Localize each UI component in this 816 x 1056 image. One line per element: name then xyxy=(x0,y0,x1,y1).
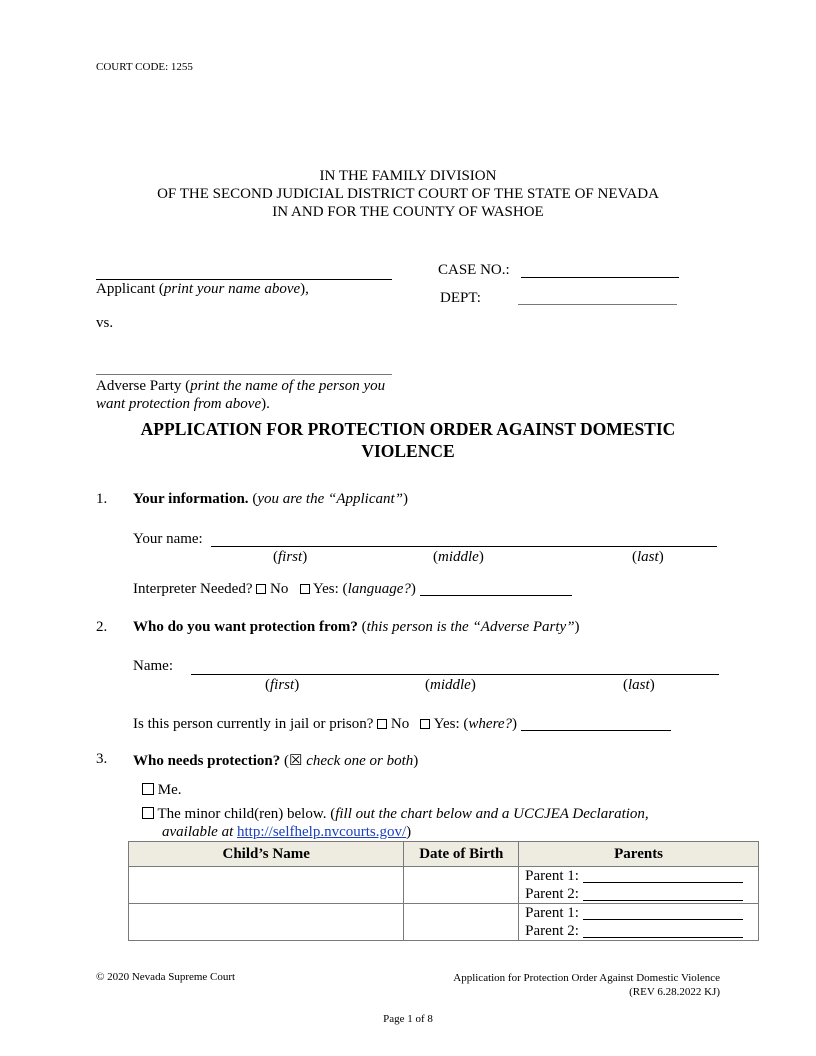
middle-text: middle xyxy=(430,677,471,693)
language-hint: language? xyxy=(347,581,411,597)
section-1-heading-text: Your information. xyxy=(133,491,249,507)
protect-children-label: The minor child(ren) below. ( xyxy=(157,806,336,822)
interpreter-label: Interpreter Needed? xyxy=(133,581,253,597)
interpreter-row xyxy=(133,581,572,598)
jail-yes-label: Yes: ( xyxy=(433,716,469,732)
protect-children-checkbox[interactable] xyxy=(142,807,154,819)
parent-1-field[interactable] xyxy=(583,905,743,920)
section-1-heading: Your information. (you are the “Applicant”) xyxy=(133,491,408,507)
court-line-1: IN THE FAMILY DIVISION xyxy=(319,168,497,184)
court-code: COURT CODE: 1255 xyxy=(96,61,193,73)
table-row xyxy=(129,867,759,904)
adverse-suffix: ). xyxy=(261,396,270,412)
children-hint-2: available at xyxy=(162,824,234,840)
last-text: last xyxy=(637,549,659,565)
title-line-2: VIOLENCE xyxy=(361,441,455,461)
middle-text: middle xyxy=(438,549,479,565)
section-2-heading-text: Who do you want protection from? xyxy=(133,619,358,635)
protect-children-option xyxy=(142,805,649,841)
jail-yes-checkbox[interactable] xyxy=(420,719,430,729)
language-field[interactable] xyxy=(420,581,572,596)
court-line-2: OF THE SECOND JUDICIAL DISTRICT COURT OF THE STATE OF NEVADA xyxy=(157,186,659,202)
section-3-heading-text: Who needs protection? xyxy=(133,753,281,769)
children-hint-1: fill out the chart below and a UCCJEA Declaration, xyxy=(335,806,649,822)
jail-close: ) xyxy=(512,716,518,732)
parent-2-label: Parent 2: xyxy=(525,886,579,902)
section-3-heading: Who needs protection? (☒ check one or both) xyxy=(133,753,419,769)
section-2-hint: this person is the “Adverse Party” xyxy=(366,619,575,635)
section-3-hint: check one or both xyxy=(306,753,414,769)
parent-2-field[interactable] xyxy=(583,886,743,901)
protect-me-checkbox[interactable] xyxy=(142,783,154,795)
child-dob-cell[interactable] xyxy=(404,904,519,941)
dept-field[interactable] xyxy=(518,304,677,305)
children-close: ) xyxy=(406,824,412,840)
section-3-number: 3. xyxy=(96,751,108,767)
court-heading xyxy=(0,167,816,221)
interpreter-no-checkbox[interactable] xyxy=(256,584,266,594)
applicant-label: Applicant (print your name above), xyxy=(96,281,309,297)
interpreter-yes-checkbox[interactable] xyxy=(300,584,310,594)
where-hint: where? xyxy=(468,716,513,732)
first-text: first xyxy=(270,677,295,693)
footer-revision: (REV 6.28.2022 KJ) xyxy=(629,986,720,998)
column-header-date-of-birth: Date of Birth xyxy=(404,842,519,867)
checked-box-icon: ☒ xyxy=(288,753,303,769)
jail-location-field[interactable] xyxy=(521,716,671,731)
last-text: last xyxy=(628,677,650,693)
case-no-label: CASE NO.: xyxy=(438,262,510,278)
footer-form-info xyxy=(453,971,720,999)
title-line-1: APPLICATION FOR PROTECTION ORDER AGAINST DOMESTIC xyxy=(140,419,676,439)
section-1-hint: you are the “Applicant” xyxy=(257,491,403,507)
page-number: Page 1 of 8 xyxy=(383,1013,433,1025)
your-name-middle-caption: (middle) xyxy=(433,549,484,565)
adverse-party-label: Adverse Party (print the name of the person you want protection from above). xyxy=(96,378,386,412)
parent-1-label: Parent 1: xyxy=(525,868,579,884)
adverse-party-name-line[interactable] xyxy=(96,374,392,375)
children-table xyxy=(128,841,759,941)
jail-label: Is this person currently in jail or prison? xyxy=(133,716,374,732)
child-dob-cell[interactable] xyxy=(404,867,519,904)
section-2-heading: Who do you want protection from? (this person is the “Adverse Party”) xyxy=(133,619,580,635)
jail-no-checkbox[interactable] xyxy=(377,719,387,729)
jail-no-label: No xyxy=(390,716,410,732)
child-name-cell[interactable] xyxy=(129,867,404,904)
adverse-name-label: Name: xyxy=(133,658,173,674)
your-name-field[interactable] xyxy=(211,546,717,547)
applicant-name-line[interactable] xyxy=(96,279,392,280)
selfhelp-link[interactable]: http://selfhelp.nvcourts.gov/ xyxy=(237,824,407,840)
adverse-hint-1: print the name of the person you xyxy=(190,378,386,394)
interpreter-close: ) xyxy=(410,581,416,597)
adverse-name-field[interactable] xyxy=(191,674,719,675)
parents-cell xyxy=(519,867,759,904)
adverse-last-caption: (last) xyxy=(623,677,655,693)
applicant-suffix: ), xyxy=(300,281,309,297)
parent-2-label: Parent 2: xyxy=(525,923,579,939)
versus-text: vs. xyxy=(96,315,114,331)
protect-me-option xyxy=(142,782,182,799)
adverse-first-caption: (first) xyxy=(265,677,300,693)
your-name-last-caption: (last) xyxy=(632,549,664,565)
footer-form-title: Application for Protection Order Against Domestic Violence xyxy=(453,972,720,984)
table-row xyxy=(129,904,759,941)
court-line-3: IN AND FOR THE COUNTY OF WASHOE xyxy=(272,204,544,220)
interpreter-yes-label: Yes: ( xyxy=(312,581,348,597)
first-text: first xyxy=(278,549,303,565)
adverse-middle-caption: (middle) xyxy=(425,677,476,693)
parent-2-field[interactable] xyxy=(583,923,743,938)
table-header-row xyxy=(129,842,759,867)
your-name-label: Your name: xyxy=(133,531,203,547)
column-header-parents: Parents xyxy=(519,842,759,867)
applicant-label-text: Applicant xyxy=(96,281,156,297)
section-2-number: 2. xyxy=(96,619,108,635)
footer-copyright: © 2020 Nevada Supreme Court xyxy=(96,971,236,983)
case-no-field[interactable] xyxy=(521,277,679,278)
column-header-child-name: Child’s Name xyxy=(129,842,404,867)
your-name-first-caption: (first) xyxy=(273,549,308,565)
adverse-hint-2: want protection from above xyxy=(96,396,262,412)
adverse-label-text: Adverse Party xyxy=(96,378,182,394)
parent-1-field[interactable] xyxy=(583,868,743,883)
child-name-cell[interactable] xyxy=(129,904,404,941)
dept-label: DEPT: xyxy=(440,290,481,306)
applicant-hint: print your name above xyxy=(163,281,301,297)
section-1-number: 1. xyxy=(96,491,108,507)
protect-me-label: Me. xyxy=(157,782,182,798)
document-title xyxy=(0,418,816,462)
jail-row xyxy=(133,716,671,733)
parents-cell xyxy=(519,904,759,941)
interpreter-no-label: No xyxy=(270,581,289,597)
parent-1-label: Parent 1: xyxy=(525,905,579,921)
